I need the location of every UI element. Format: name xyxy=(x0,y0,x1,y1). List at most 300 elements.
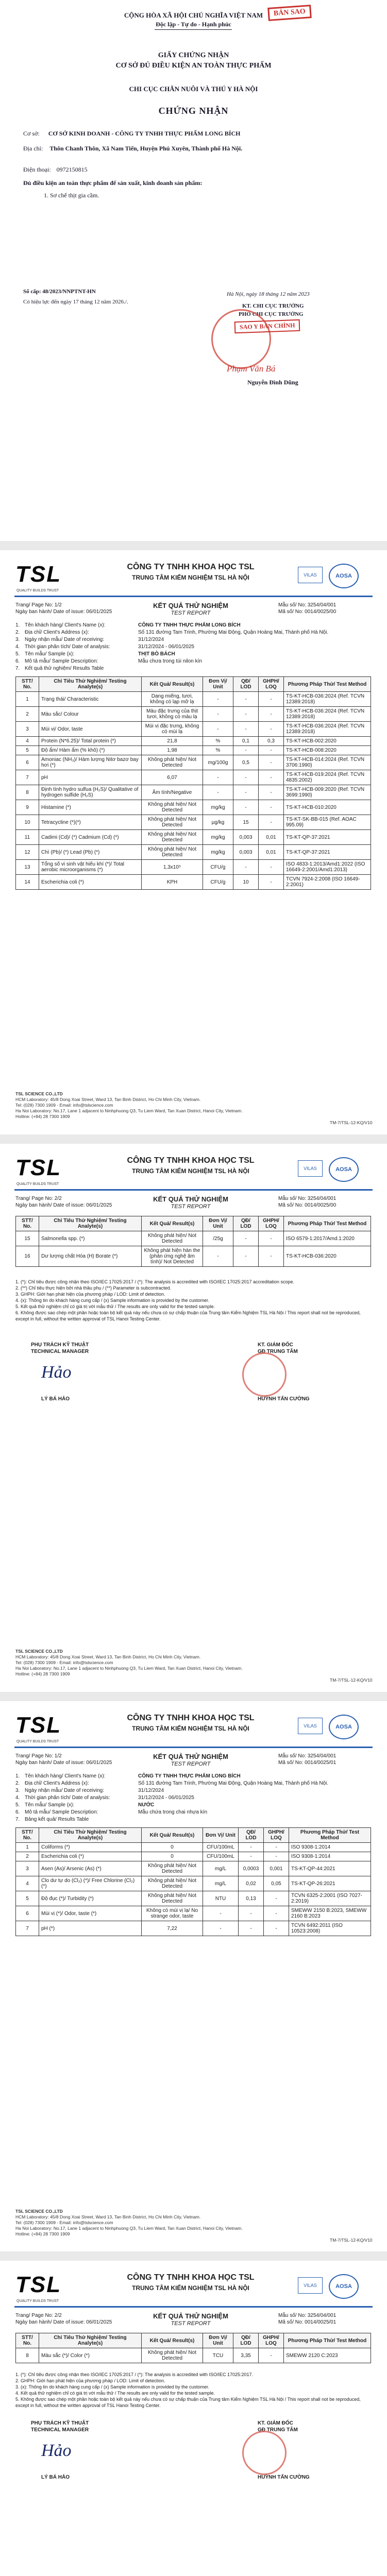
form-code: TM-7/TSL-12-KQ/V10 xyxy=(330,1120,373,1125)
vilas-badge: VILAS xyxy=(298,1160,323,1177)
table-cell: Amoniac (NH₃)/ Hàm lượng Nitơ bazơ bay hơi (*) xyxy=(39,755,142,770)
table-cell: - xyxy=(264,1891,289,1906)
table-cell: - xyxy=(203,707,233,722)
table-cell: TS-KT-QP-37:2021 xyxy=(284,830,371,845)
aosa-badge: AOSA xyxy=(329,564,359,588)
meta-index: 7. xyxy=(15,666,20,671)
table-cell: mg/kg xyxy=(203,845,233,860)
table-cell: 10 xyxy=(233,875,259,890)
table-cell: 0,003 xyxy=(233,845,259,860)
col-header: QĐ/ LOD xyxy=(233,1216,259,1231)
table-row xyxy=(16,815,371,830)
table-cell: - xyxy=(239,1921,264,1936)
result-title-en: TEST REPORT xyxy=(171,610,211,616)
report-footer xyxy=(15,1649,371,1677)
footer-hanoi: Ha Noi Laboratory: No.17, Lane 1 adjacent to Ninhphuong Q3, Tu Liem Ward, Tan Xuan District, Hanoi City, Vietnam. xyxy=(15,2226,243,2231)
meta-label: Tên mẫu/ Sample (x): xyxy=(25,1802,75,1808)
table-row xyxy=(16,1921,371,1936)
page-no: Trang/ Page No: 1/2 xyxy=(15,1753,62,1759)
table-row xyxy=(16,2348,371,2363)
table-cell: - xyxy=(259,1246,284,1267)
table-cell: Mùi vị/ Odor, taste xyxy=(39,722,142,737)
col-header: QĐ/ LOD xyxy=(233,677,259,692)
note-item: 5. Kết quả thử nghiệm chỉ có giá trị với mẫu thử / The results are only valid for the tested sample. xyxy=(15,1304,215,1309)
table-cell: Không phát hiện/ Not Detected xyxy=(142,845,203,860)
table-cell: 3,35 xyxy=(233,2348,259,2363)
table-cell: ISO 9308-1:2014 xyxy=(289,1843,371,1852)
table-cell: % xyxy=(203,746,233,755)
copy-seal: SAO Y BẢN CHÍNH xyxy=(234,319,300,333)
table-cell: SMEWW 2120 C:2023 xyxy=(284,2348,371,2363)
meta-row xyxy=(15,1773,371,1781)
table-cell: TCVN 6492:2011 (ISO 10523:2008) xyxy=(289,1921,371,1936)
table-cell: Chì (Pb)/ (*) Lead (Pb) (*) xyxy=(39,845,142,860)
table-header-row xyxy=(16,677,371,692)
meta-label: Kết quả thử nghiệm/ Results Table xyxy=(25,666,104,671)
table-cell: 12 xyxy=(16,845,39,860)
table-row xyxy=(16,1852,371,1861)
deputy-title: KT. CHI CỤC TRƯỞNG xyxy=(242,303,304,309)
table-cell: Định tính hydro sulfua (H₂S)/ Qualitative of hydrogen sulfide (H₂S) xyxy=(39,785,142,800)
table-cell: 15 xyxy=(233,815,259,830)
notes xyxy=(15,2371,371,2409)
footer-hcm: HCM Laboratory: 45/8 Dong Xoai Street, Ward 13, Tan Binh District, Ho Chi Minh City, Vietnam. xyxy=(15,1654,201,1659)
table-cell: Âm tính/Negative xyxy=(142,785,203,800)
table-cell: Dư lượng chất Hóa (H) Borate (*) xyxy=(39,1246,142,1267)
report-number: Mẫu số/ No: 3254/04/001 xyxy=(278,1753,336,1759)
cert-title-1: GIẤY CHỨNG NHẬN xyxy=(158,52,229,59)
table-cell: - xyxy=(233,1246,259,1267)
note-item: 3. (x): Thông tin do khách hàng cung cấp / (x) Sample information is provided by the customer. xyxy=(15,2384,210,2389)
table-cell: 0,5 xyxy=(233,755,259,770)
table-cell: - xyxy=(259,722,284,737)
tsl-tagline: QUALITY BUILDS TRUST xyxy=(16,1182,59,1186)
result-title-en: TEST REPORT xyxy=(171,1204,211,1210)
table-cell: 5 xyxy=(16,746,39,755)
note-item: 1. (*): Chỉ tiêu được công nhận theo ISO/IEC 17025:2017 / (*): The analysis is accredited with ISO/IEC 17025:2017. xyxy=(15,2372,254,2377)
table-cell: 1,3x10⁵ xyxy=(142,860,203,875)
table-cell: 11 xyxy=(16,830,39,845)
table-cell: - xyxy=(259,1231,284,1246)
table-row xyxy=(16,1843,371,1852)
facility-label: Cơ sở: xyxy=(23,130,40,137)
table-cell: 2 xyxy=(16,707,39,722)
table-cell: Màu sắc (*)/ Color (*) xyxy=(39,2348,142,2363)
table-cell: TS-KT-HCB-010:2020 xyxy=(284,800,371,815)
page-no: Trang/ Page No: 2/2 xyxy=(15,1196,62,1201)
table-cell: TS-KT-HCB-008:2020 xyxy=(284,746,371,755)
meta-index: 4. xyxy=(15,1795,20,1801)
table-row xyxy=(16,746,371,755)
table-cell: Mùi vị (*)/ Odor, taste (*) xyxy=(39,1906,142,1921)
table-cell: ISO 4833-1:2013/Amd1:2022 (ISO 16649-2:2001/Amd1:2013) xyxy=(284,860,371,875)
page-no: Trang/ Page No: 2/2 xyxy=(15,2313,62,2318)
certify-heading: CHỨNG NHẬN xyxy=(158,106,229,116)
col-header: Đơn Vị/ Unit xyxy=(203,2333,233,2348)
meta-row xyxy=(15,644,371,651)
meta-label: Mô tả mẫu/ Sample Description: xyxy=(25,1809,98,1815)
company-name: CÔNG TY TNHH KHOA HỌC TSL xyxy=(127,2273,255,2282)
table-row xyxy=(16,1861,371,1876)
right-sign-title-en: GĐ TRUNG TÂM xyxy=(258,1349,298,1354)
result-title: KẾT QUẢ THỬ NGHIỆM xyxy=(153,1753,228,1760)
table-cell: TS-KT-QP-37:2021 xyxy=(284,845,371,860)
table-cell: 0,05 xyxy=(264,1876,289,1891)
meta-value: 31/12/2024 xyxy=(138,637,164,642)
table-cell: - xyxy=(233,785,259,800)
table-cell: - xyxy=(233,746,259,755)
table-cell: - xyxy=(259,692,284,707)
meta-row xyxy=(15,1817,371,1824)
official-seal xyxy=(211,309,271,369)
meta-label: Thời gian phân tích/ Date of analysis: xyxy=(25,1795,110,1801)
table-cell: /25g xyxy=(203,1231,233,1246)
tsl-tagline: QUALITY BUILDS TRUST xyxy=(16,1740,59,1743)
product-item: 1. Sơ chế thịt gia cầm. xyxy=(44,192,99,199)
table-cell: Protein (N*6.25)/ Total protein (*) xyxy=(39,737,142,746)
meta-value: Số 131 đường Tam Trinh, Phường Mai Động, Quận Hoàng Mai, Thành phố Hà Nội. xyxy=(138,1781,329,1786)
table-cell: 6 xyxy=(16,1906,39,1921)
table-cell: Không phát hiện/ Not Detected xyxy=(142,800,203,815)
table-cell: Không phát hiện/ Not Detected xyxy=(142,1231,203,1246)
meta-index: 6. xyxy=(15,1809,20,1815)
date-line: Hà Nội, ngày 18 tháng 12 năm 2023 xyxy=(227,291,310,297)
table-cell: 0,001 xyxy=(264,1861,289,1876)
cert-title-2: CƠ SỞ ĐỦ ĐIỀU KIỆN AN TOÀN THỰC PHẨM xyxy=(115,62,272,70)
table-cell: - xyxy=(259,2348,284,2363)
table-row xyxy=(16,845,371,860)
table-row xyxy=(16,860,371,875)
meta-value: 31/12/2024 xyxy=(138,1788,164,1793)
table-cell: - xyxy=(233,692,259,707)
certificate-page xyxy=(0,0,387,541)
table-cell: 0 xyxy=(142,1852,203,1861)
table-cell: pH xyxy=(39,770,142,785)
left-sign-title-en: TECHNICAL MANAGER xyxy=(31,1349,89,1354)
table-cell: - xyxy=(259,800,284,815)
table-cell: - xyxy=(259,770,284,785)
note-item: 4. (x): Thông tin do khách hàng cung cấp / (x) Sample information is provided by the customer. xyxy=(15,1298,210,1303)
meta-index: 3. xyxy=(15,637,20,642)
table-cell: 13 xyxy=(16,860,39,875)
table-cell: - xyxy=(259,746,284,755)
table-cell: - xyxy=(239,1906,264,1921)
col-header: GHPH/ LOQ xyxy=(259,1216,284,1231)
col-header: Phương Pháp Thử/ Test Method xyxy=(289,1828,371,1843)
table-cell: - xyxy=(203,1246,233,1267)
result-title: KẾT QUẢ THỬ NGHIỆM xyxy=(153,602,228,609)
table-cell: CFU/g xyxy=(203,875,233,890)
table-row xyxy=(16,755,371,770)
footer-tel: Tel: (028) 7300 1909 - Email: info@tslscience.com xyxy=(15,1660,113,1665)
signer-name: Nguyễn Đình Dũng xyxy=(247,379,298,386)
table-cell: Độ đục (*)/ Turbidity (*) xyxy=(39,1891,142,1906)
note-item: 6. Không được sao chép một phần hoặc toàn bộ kết quả này nếu chưa có sự chấp thuận của Trung tâm Kiểm Nghiệm TSL Hà Nội / This report shall not be reproduced, except in full, without the written approval of TSL Hanoi Testing Center. xyxy=(15,1310,361,1321)
meta-index: 2. xyxy=(15,630,20,635)
left-sign-title-en: TECHNICAL MANAGER xyxy=(31,2427,89,2433)
table-cell: - xyxy=(233,770,259,785)
table-cell: TS-KT-HCB-036:2024 (Ref. TCVN 12389:2018) xyxy=(284,692,371,707)
report-number: Mẫu số/ No: 3254/04/001 xyxy=(278,602,336,608)
right-sign-title: KT. GIÁM ĐỐC xyxy=(258,1342,293,1348)
meta-index: 7. xyxy=(15,1817,20,1822)
table-row xyxy=(16,1231,371,1246)
meta-index: 2. xyxy=(15,1781,20,1786)
table-row xyxy=(16,707,371,722)
table-cell: 6 xyxy=(16,755,39,770)
table-cell: - xyxy=(239,1852,264,1861)
table-cell: TS-KT-HCB-036:2024 (Ref. TCVN 12389:2018) xyxy=(284,722,371,737)
report-number: Mẫu số/ No: 3254/04/001 xyxy=(278,2313,336,2318)
company-name: CÔNG TY TNHH KHOA HỌC TSL xyxy=(127,1156,255,1165)
table-row xyxy=(16,830,371,845)
page-separator xyxy=(0,1692,387,1701)
table-cell: Không phát hiện/ Not Detected xyxy=(142,830,203,845)
col-header: QĐ/ LOD xyxy=(233,2333,259,2348)
note-item: 2. (**) Chỉ tiêu thực hiện bởi nhà thầu phụ / (**) Parameter is subcontracted. xyxy=(15,1285,172,1291)
sample-info xyxy=(15,1773,371,1824)
right-signer: HUỲNH TẤN CƯỜNG xyxy=(258,1396,310,1402)
table-cell: 4 xyxy=(16,737,39,746)
table-cell: TS-KT-HCB-014:2024 (Ref. TCVN 3706:1990) xyxy=(284,755,371,770)
col-header: Chỉ Tiêu Thử Nghiệm/ Testing Analyte(s) xyxy=(39,1828,142,1843)
table-row xyxy=(16,800,371,815)
table-cell: Coliforms (*) xyxy=(39,1843,142,1852)
table-header-row xyxy=(16,2333,371,2348)
note-item: 5. Không được sao chép một phần hoặc toàn bộ kết quả này nếu chưa có sự chấp thuận của Trung tâm Kiểm Nghiệm TSL Hà Nội / This report shall not be reproduced, except in full, without the written approval of TSL Hanoi Testing Center. xyxy=(15,2397,361,2408)
table-cell: - xyxy=(203,770,233,785)
table-cell: TS-KT-HCB-036:2020 xyxy=(284,1246,371,1267)
col-header: QĐ/ LOD xyxy=(239,1828,264,1843)
table-cell: 0,003 xyxy=(233,830,259,845)
agency: CHI CỤC CHĂN NUÔI VÀ THÚ Y HÀ NỘI xyxy=(129,85,258,93)
left-signer: LÝ BÁ HẢO xyxy=(41,1396,70,1402)
table-cell: - xyxy=(239,1843,264,1852)
table-row xyxy=(16,692,371,707)
sample-info xyxy=(15,622,371,673)
meta-value: 31/12/2024 - 06/01/2025 xyxy=(138,644,194,650)
footer-hotline: Hotline: (+84) 28 7300 1909 xyxy=(15,1114,70,1119)
meta-row xyxy=(15,651,371,658)
report-sub: Mã số/ No: 0014/0025/01 xyxy=(278,1760,336,1766)
result-title: KẾT QUẢ THỬ NGHIỆM xyxy=(153,2312,228,2320)
table-cell: 0,0003 xyxy=(239,1861,264,1876)
table-cell: 21,8 xyxy=(142,737,203,746)
meta-value: 31/12/2024 - 06/01/2025 xyxy=(138,1795,194,1801)
table-cell: 1 xyxy=(16,1843,39,1852)
table-cell: 15 xyxy=(16,1231,39,1246)
report-footer xyxy=(15,1091,371,1120)
col-header: GHPH/ LOQ xyxy=(259,677,284,692)
footer-company: TSL SCIENCE CO.,LTD xyxy=(15,2209,63,2214)
left-signer: LÝ BÁ HẢO xyxy=(41,2475,70,2480)
table-header-row xyxy=(16,1216,371,1231)
report-number: Mẫu số/ No: 3254/04/001 xyxy=(278,1196,336,1201)
meta-label: Địa chỉ/ Client's Address (x): xyxy=(25,1781,89,1786)
col-header: STT/ No. xyxy=(16,1828,39,1843)
results-table xyxy=(15,676,371,890)
table-cell: KPH xyxy=(142,875,203,890)
table-cell: - xyxy=(203,722,233,737)
motto: Độc lập - Tự do - Hạnh phúc xyxy=(156,21,231,28)
table-cell: Tetracycline (*)(*) xyxy=(39,815,142,830)
table-cell: - xyxy=(259,860,284,875)
meta-label: Thời gian phân tích/ Date of analysis: xyxy=(25,644,110,650)
table-cell: Dạng miếng, tươi, không có lạp mỡ lạ xyxy=(142,692,203,707)
footer-tel: Tel: (028) 7300 1909 - Email: info@tslscience.com xyxy=(15,1103,113,1108)
table-header-row xyxy=(16,1828,371,1843)
right-sign-title: KT. GIÁM ĐỐC xyxy=(258,2420,293,2426)
table-cell: Histamine (*) xyxy=(39,800,142,815)
table-cell: Tổng số vi sinh vật hiếu khí (*)/ Total aerobic microorganisms (*) xyxy=(39,860,142,875)
meta-label: Ngày nhận mẫu/ Date of receiving: xyxy=(25,1788,104,1793)
meta-label: Tên mẫu/ Sample (x): xyxy=(25,651,75,657)
col-header: Đơn Vị/ Unit xyxy=(203,1828,239,1843)
table-cell: - xyxy=(259,755,284,770)
report-sub: Mã số/ No: 0014/0025/00 xyxy=(278,1202,336,1208)
col-header: STT/ No. xyxy=(16,1216,39,1231)
header-rule xyxy=(14,2306,373,2308)
phone-line xyxy=(23,166,88,174)
company-name: CÔNG TY TNHH KHOA HỌC TSL xyxy=(127,1714,255,1722)
table-cell: 5 xyxy=(16,1891,39,1906)
table-cell: Độ ẩm/ Hàm ẩm (% khô) (*) xyxy=(39,746,142,755)
table-cell: TS-KT-HCB-036:2024 (Ref. TCVN 12389:2018) xyxy=(284,707,371,722)
phone-label: Điện thoại: xyxy=(23,166,51,173)
table-cell: TS-KT-HCB-002:2020 xyxy=(284,737,371,746)
table-cell: Escherichia coli (*) xyxy=(39,875,142,890)
header-rule xyxy=(14,1747,373,1748)
meta-row xyxy=(15,630,371,637)
deputy-title-2: PHÓ CHI CỤC TRƯỞNG xyxy=(239,311,304,317)
vilas-badge: VILAS xyxy=(298,1718,323,1734)
table-cell: TS-KT-QP-44:2021 xyxy=(289,1861,371,1876)
table-cell: Không phát hiện hàn the (phản ứng nghệ âm tính)/ Not Detected xyxy=(142,1246,203,1267)
col-header: GHPH/ LOQ xyxy=(259,2333,284,2348)
result-title: KẾT QUẢ THỬ NGHIỆM xyxy=(153,1195,228,1203)
aosa-badge: AOSA xyxy=(329,1715,359,1739)
meta-row xyxy=(15,1809,371,1817)
table-cell: 1 xyxy=(16,692,39,707)
report-sub: Mã số/ No: 0014/0025/01 xyxy=(278,2319,336,2325)
republic-heading: CỘNG HÒA XÃ HỘI CHỦ NGHĨA VIỆT NAM xyxy=(124,11,263,19)
table-cell: - xyxy=(264,1843,289,1852)
validity: Có hiệu lực đến ngày 17 tháng 12 năm 2026./. xyxy=(23,299,128,305)
test-report-1 xyxy=(0,550,387,1134)
page-separator xyxy=(0,541,387,550)
center-name: TRUNG TÂM KIỂM NGHIỆM TSL HÀ NỘI xyxy=(132,574,249,581)
table-cell: - xyxy=(233,860,259,875)
table-cell: - xyxy=(259,815,284,830)
table-cell: 7 xyxy=(16,770,39,785)
table-cell: TS-KT-SK-BB-015 (Ref. AOAC 995.09) xyxy=(284,815,371,830)
table-cell: - xyxy=(264,1906,289,1921)
table-cell: µg/kg xyxy=(203,815,233,830)
table-cell: - xyxy=(259,875,284,890)
tsl-logo: TSL xyxy=(15,1713,62,1738)
issue-date: Ngày ban hành/ Date of issue: 06/01/2025 xyxy=(15,1202,112,1208)
results-table xyxy=(15,2333,371,2363)
result-title-en: TEST REPORT xyxy=(171,1761,211,1767)
meta-value: CÔNG TY TNHH THỰC PHẨM LONG BÍCH xyxy=(138,622,241,628)
test-report-2 xyxy=(0,1701,387,2251)
table-cell: mg/kg xyxy=(203,830,233,845)
meta-row xyxy=(15,637,371,644)
phone-value: 0972150815 xyxy=(56,166,88,173)
note-item: 4. Kết quả thử nghiệm chỉ có giá trị với mẫu thử / The results are only valid for the tested sample. xyxy=(15,2391,215,2396)
aosa-badge: AOSA xyxy=(329,2274,359,2299)
table-cell: Asen (As)/ Arsenic (As) (*) xyxy=(39,1861,142,1876)
table-row xyxy=(16,1906,371,1921)
table-cell: - xyxy=(259,707,284,722)
tsl-logo: TSL xyxy=(15,562,62,587)
col-header: Chỉ Tiêu Thử Nghiệm/ Testing Analyte(s) xyxy=(39,2333,142,2348)
table-cell: 0,1 xyxy=(233,737,259,746)
address-value: Thôn Chanh Thôn, Xã Nam Tiến, Huyện Phú Xuyên, Thành phố Hà Nội. xyxy=(49,145,243,152)
meta-row xyxy=(15,1781,371,1788)
table-cell: 0,02 xyxy=(239,1876,264,1891)
copy-signer: Phạm Văn Bá xyxy=(227,364,276,374)
table-cell: mg/kg xyxy=(203,800,233,815)
footer-hcm: HCM Laboratory: 45/8 Dong Xoai Street, Ward 13, Tan Binh District, Ho Chi Minh City, Vietnam. xyxy=(15,1097,201,1102)
col-header: GHPH/ LOQ xyxy=(264,1828,289,1843)
issue-date: Ngày ban hành/ Date of issue: 06/01/2025 xyxy=(15,1760,112,1766)
right-sign-title-en: GĐ TRUNG TÂM xyxy=(258,2427,298,2433)
footer-company: TSL SCIENCE CO.,LTD xyxy=(15,1091,63,1096)
meta-row xyxy=(15,666,371,673)
table-cell: mg/L xyxy=(203,1861,239,1876)
company-seal xyxy=(242,2431,287,2475)
table-cell: 0 xyxy=(142,1843,203,1852)
table-row xyxy=(16,1876,371,1891)
col-header: Kết Quả/ Result(s) xyxy=(142,677,203,692)
company-seal xyxy=(242,1352,287,1397)
results-table xyxy=(15,1216,371,1267)
meta-index: 6. xyxy=(15,658,20,664)
table-cell: 10 xyxy=(16,815,39,830)
table-cell: - xyxy=(264,1921,289,1936)
page-no: Trang/ Page No: 1/2 xyxy=(15,602,62,608)
table-cell: Cadimi (Cd)/ (*) Cadmium (Cd) (*) xyxy=(39,830,142,845)
tsl-tagline: QUALITY BUILDS TRUST xyxy=(16,2299,59,2303)
table-cell: 3 xyxy=(16,722,39,737)
table-cell: Escherichia coli (*) xyxy=(39,1852,142,1861)
col-header: Phương Pháp Thử/ Test Method xyxy=(284,1216,371,1231)
center-name: TRUNG TÂM KIỂM NGHIỆM TSL HÀ NỘI xyxy=(132,1725,249,1732)
footer-hotline: Hotline: (+84) 28 7300 1909 xyxy=(15,1671,70,1676)
address-label: Địa chỉ: xyxy=(23,145,43,152)
table-cell: - xyxy=(203,1921,239,1936)
table-cell: 3 xyxy=(16,1861,39,1876)
table-cell: TCVN 7924-2:2008 (ISO 16649-2:2001) xyxy=(284,875,371,890)
footer-tel: Tel: (028) 7300 1909 - Email: info@tslscience.com xyxy=(15,2220,113,2225)
tsl-tagline: QUALITY BUILDS TRUST xyxy=(16,589,59,592)
table-cell: TS-KT-HCB-019:2024 (Ref. TCVN 4835:2002) xyxy=(284,770,371,785)
table-cell: 8 xyxy=(16,2348,39,2363)
meta-label: Bảng kết quả/ Results Table xyxy=(25,1817,89,1822)
col-header: Kết Quả/ Result(s) xyxy=(142,1828,203,1843)
table-cell: Không phát hiện/ Not Detected xyxy=(142,2348,203,2363)
table-cell: 2 xyxy=(16,1852,39,1861)
right-signer: HUỲNH TẤN CƯỜNG xyxy=(258,2475,310,2480)
meta-index: 1. xyxy=(15,622,20,628)
page-separator xyxy=(0,1134,387,1144)
table-cell: % xyxy=(203,737,233,746)
aosa-badge: AOSA xyxy=(329,1157,359,1182)
address-line xyxy=(23,144,363,153)
company-name: CÔNG TY TNHH KHOA HỌC TSL xyxy=(127,563,255,571)
cert-number: Số cấp: 48/2023/NNPTNT-HN xyxy=(23,289,96,295)
